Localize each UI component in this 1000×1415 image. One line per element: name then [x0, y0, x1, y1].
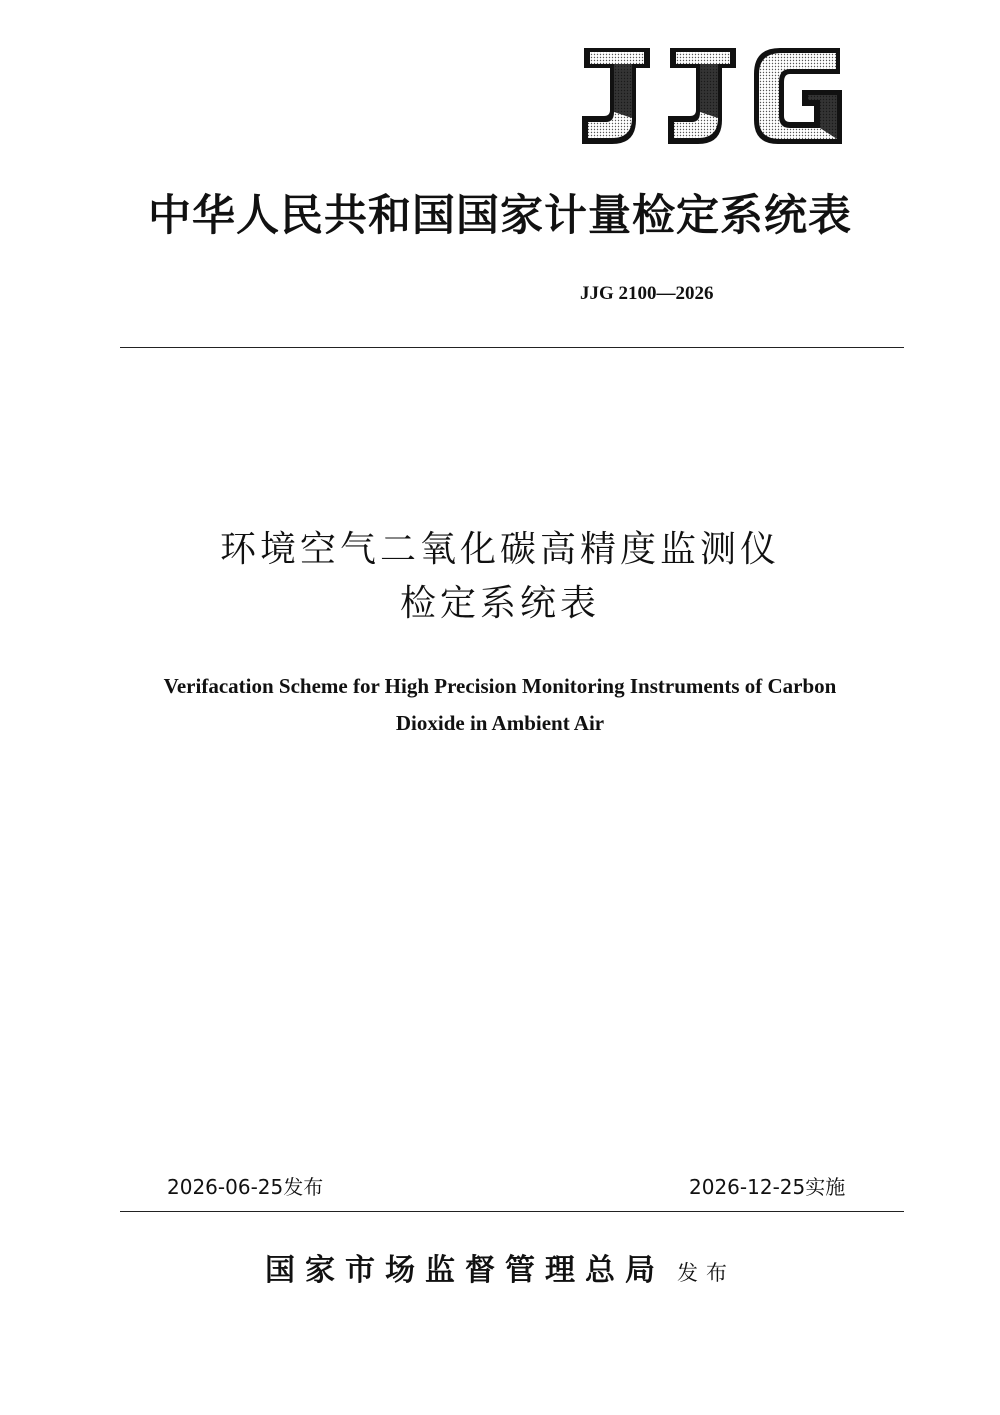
chinese-title-line-2: 检定系统表 [399, 583, 600, 624]
logo-letter-g [754, 48, 842, 144]
standard-code: JJG 2100—2026 [580, 283, 714, 304]
jjg-logo [578, 44, 843, 148]
top-divider [120, 347, 904, 348]
issuer-name: 国家市场监督管理总局 [265, 1253, 665, 1288]
publish-date: 2026-06-25发布 [167, 1175, 324, 1199]
bottom-divider [120, 1211, 904, 1212]
logo-letter-j2 [668, 48, 736, 144]
english-title-line-1: Verifacation Scheme for High Precision Monitoring Instruments of Carbon [163, 674, 837, 698]
standard-series-title: 中华人民共和国国家计量检定系统表 [148, 191, 852, 241]
chinese-title-line-1: 环境空气二氧化碳高精度监测仪 [219, 529, 780, 570]
issuer-action: 发布 [677, 1261, 735, 1285]
logo-letter-j1 [582, 48, 650, 144]
issuer [0, 1250, 1000, 1294]
english-title-line-2: Dioxide in Ambient Air [395, 711, 605, 735]
effective-date: 2026-12-25实施 [689, 1175, 846, 1199]
